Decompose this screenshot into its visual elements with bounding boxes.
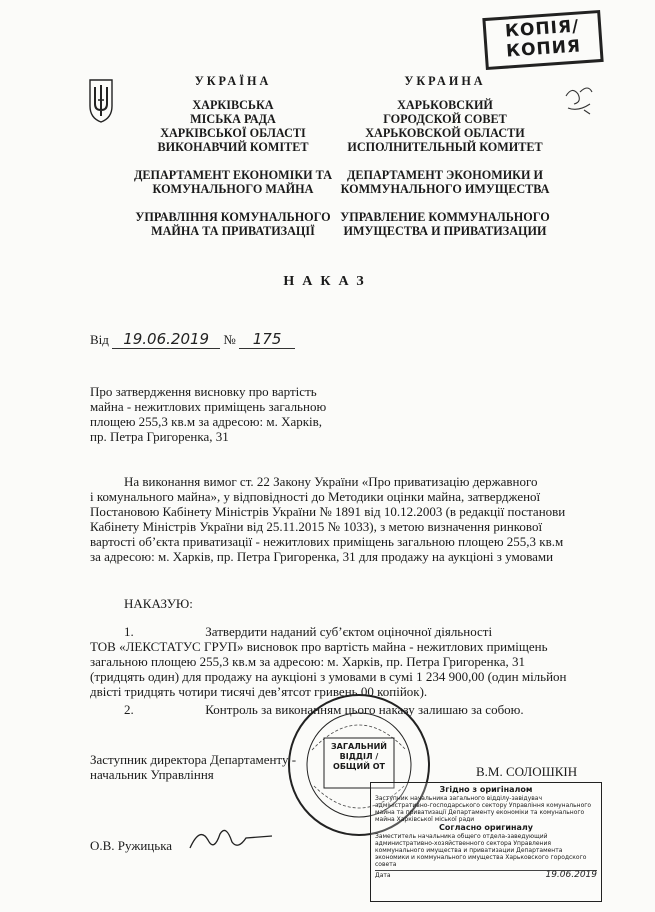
header-ukrainian: [128, 74, 338, 238]
item-line: Контроль за виконанням цього наказу залишаю за собою.: [205, 702, 524, 717]
header-ru-mgmt2: ИМУЩЕСТВА И ПРИВАТИЗАЦИИ: [343, 224, 547, 238]
preamble-line: На виконання вимог ст. 22 Закону України «Про приватизацію державного: [124, 474, 538, 489]
order-item-1: [90, 624, 567, 699]
signatory-position-line1: Заступник директора Департаменту -: [90, 752, 297, 767]
signatory-position-line2: начальник Управління: [90, 767, 214, 782]
item-number: 2.: [124, 702, 134, 717]
preamble-line: за адресою: м. Харків, пр. Петра Григоренка, 31 для продажу на аукціоні з умовами: [90, 549, 554, 564]
round-seal-line2: ВІДДІЛ /: [339, 752, 379, 761]
order-date: 19.06.2019: [112, 330, 220, 349]
subject-line: пр. Петра Григоренка, 31: [90, 429, 229, 444]
trident-icon: [88, 76, 114, 124]
verify-text-ru: Заместитель начальника общего отдела-заведующий административно-хозяйственного сектора Управления коммунального имущества и приватизации Департамента экономики и коммунального имущества Харьковского городского совета: [375, 833, 587, 868]
order-number: 175: [239, 330, 295, 349]
header-ru-line1: ХАРЬКОВСКИЙ: [397, 98, 493, 112]
order-date-row: [90, 330, 295, 349]
header-ru-dept1: ДЕПАРТАМЕНТ ЭКОНОМИКИ И: [346, 168, 544, 182]
verify-title-ua: Згідно з оригіналом: [439, 785, 533, 794]
header-ru-mgmt1: УПРАВЛЕНИЕ КОММУНАЛЬНОГО: [340, 210, 550, 224]
verify-title-ru: Согласно оригиналу: [439, 823, 533, 832]
header-ru-line2: ГОРОДСКОЙ СОВЕТ: [383, 112, 507, 126]
header-russian: [340, 74, 550, 238]
preamble-line: Кабінету Міністрів України від 25.11.2015 № 1033), з метою визначення ринкової: [90, 519, 543, 534]
signatory-position: [90, 752, 296, 782]
subject-line: Про затвердження висновку про вартість: [90, 384, 317, 399]
document-title: НАКАЗ: [283, 274, 372, 289]
verification-stamp: [370, 782, 602, 902]
copy-stamp: [482, 10, 603, 70]
preamble: [90, 474, 565, 564]
item-line: Затвердити наданий суб’єктом оціночної діяльності: [205, 624, 493, 639]
round-seal-line1: ЗАГАЛЬНИЙ: [331, 742, 387, 751]
item-line: ТОВ «ЛЕКСТАТУС ГРУП» висновок про вартість майна - нежитлових приміщень: [90, 639, 548, 654]
header-ua-dept1: ДЕПАРТАМЕНТ ЕКОНОМІКИ ТА: [133, 168, 333, 182]
header-ua-line4: ВИКОНАВЧИЙ КОМІТЕТ: [157, 140, 309, 154]
subject-line: площею 255,3 кв.м за адресою: м. Харків,: [90, 414, 323, 429]
header-ua-mgmt2: МАЙНА ТА ПРИВАТИЗАЦІЇ: [151, 224, 315, 238]
executor-signature-icon: [186, 820, 276, 860]
subject-line: майна - нежитлових приміщень загальною: [90, 399, 327, 414]
executor-name: О.В. Ружицька: [90, 838, 173, 853]
copy-stamp-line1: КОПІЯ/: [504, 16, 580, 42]
header-ua-mgmt1: УПРАВЛІННЯ КОМУНАЛЬНОГО: [135, 210, 331, 224]
item-line: загальною площею 255,3 кв.м за адресою: м. Харків, пр. Петра Григоренка, 31: [90, 654, 526, 669]
header-ua-line1: ХАРКІВСЬКА: [192, 98, 274, 112]
header-ua-dept2: КОМУНАЛЬНОГО МАЙНА: [152, 182, 314, 196]
number-label: №: [223, 332, 236, 347]
header-ua-line2: МІСЬКА РАДА: [190, 112, 276, 126]
round-seal-text: [324, 742, 394, 772]
copy-stamp-line2: КОПИЯ: [505, 36, 582, 62]
signatory-name: В.М. СОЛОШКІН: [476, 764, 578, 779]
item-line: двісті тридцять чотири тисячі дев’ятсот гривень 00 копійок).: [90, 684, 428, 699]
item-line: (тридцять один) для продажу на аукціоні з умовами в сумі 1 234 900,00 (один мільйон: [90, 669, 567, 684]
verify-date: 19.06.2019: [545, 870, 597, 880]
header-country-ua: УКРАЇНА: [194, 74, 272, 88]
order-word: НАКАЗУЮ:: [124, 596, 193, 611]
item-number: 1.: [124, 624, 134, 639]
header-ru-dept2: КОММУНАЛЬНОГО ИМУЩЕСТВА: [340, 182, 550, 196]
verify-text-ua: Заступник начальника загального відділу-завідувач адміністративно-господарського сектору Управління комунального майна та приватизації Департаменту економіки та комунального майна Харківської міської ради: [375, 795, 592, 823]
header-ru-line3: ХАРЬКОВСКОЙ ОБЛАСТИ: [365, 126, 525, 140]
preamble-line: вартості об’єкта приватизації - нежитлових приміщень загальною площею 255,3 кв.м: [90, 534, 564, 549]
handwritten-mark-icon: [560, 82, 600, 118]
date-label: Від: [90, 332, 109, 347]
header-ua-line3: ХАРКІВСЬКОЇ ОБЛАСТІ: [160, 126, 306, 140]
header-country-ru: УКРАИНА: [404, 74, 486, 88]
preamble-line: і комунального майна», у відповідності до Методики оцінки майна, затвердженої: [90, 489, 541, 504]
round-seal-line3: ОБЩИЙ ОТ: [333, 762, 385, 771]
verify-date-label: Дата: [375, 872, 391, 879]
header-ru-line4: ИСПОЛНИТЕЛЬНЫЙ КОМИТЕТ: [347, 140, 543, 154]
order-subject: [90, 384, 326, 444]
preamble-line: Постановою Кабінету Міністрів України № 1891 від 10.12.2003 (в редакції постанови: [90, 504, 566, 519]
